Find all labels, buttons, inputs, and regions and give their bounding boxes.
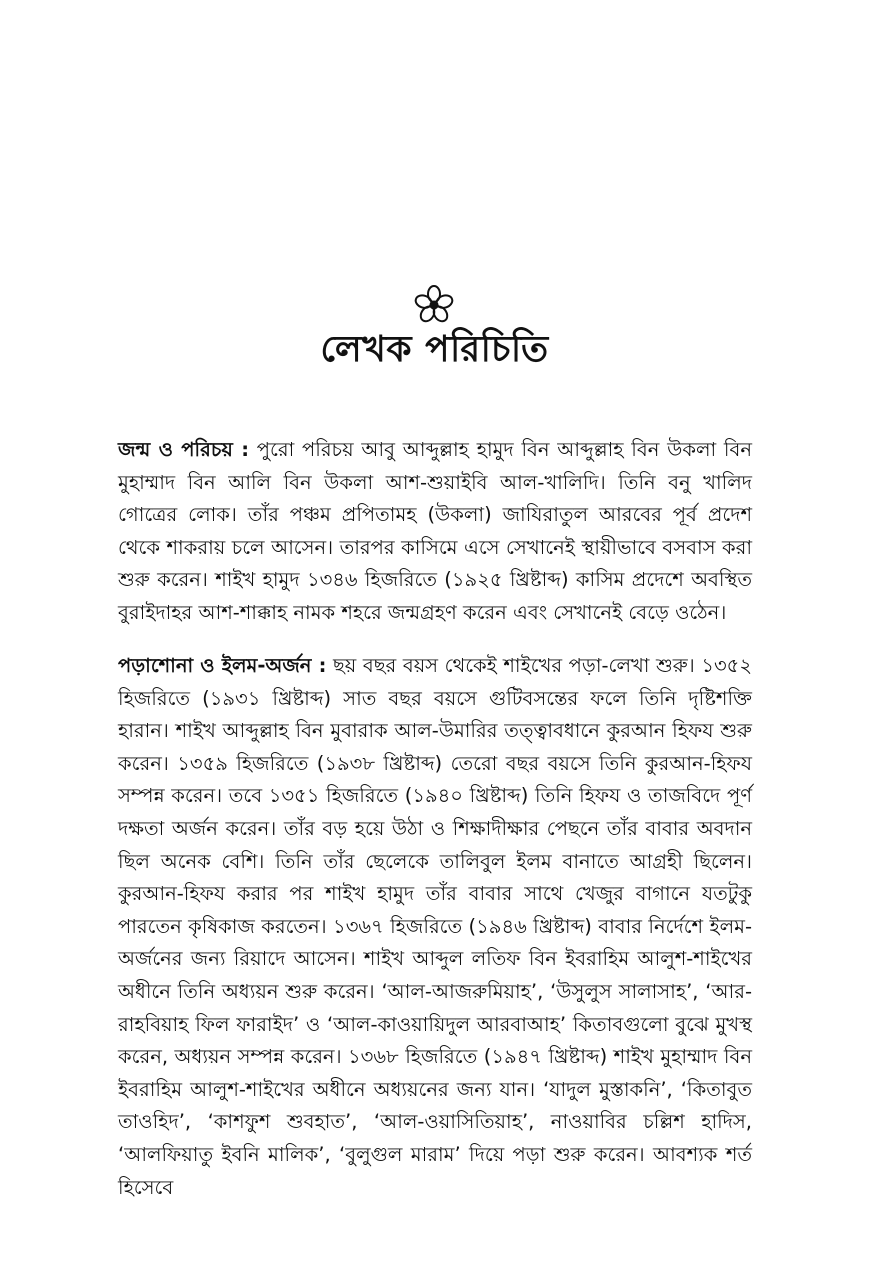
flower-ornament-icon	[412, 283, 456, 327]
section-education	[118, 650, 752, 1204]
section-heading: জন্ম ও পরিচয় :	[118, 438, 250, 461]
page-title: লেখক পরিচিতি	[320, 329, 549, 370]
section-heading: পড়াশোনা ও ইলম-অর্জন :	[118, 654, 327, 677]
section-birth-and-identity	[118, 434, 752, 630]
section-body: ছয় বছর বয়স থেকেই শাইখের পড়া-লেখা শুরু। ১৩৫২ হিজরিতে (১৯৩১ খ্রিষ্টাব্দ) সাত বছর বয়সে গুটিবসন্তের ফলে তিনি দৃষ্টিশক্তি হারান। শাইখ আব্দুল্লাহ বিন মুবারাক আল-উমারির তত্ত্বাবধানে কুরআন হিফয শুরু করেন। ১৩৫৯ হিজরিতে (১৯৩৮ খ্রিষ্টাব্দ) তেরো বছর বয়সে তিনি কুরআন-হিফয সম্পন্ন করেন। তবে ১৩৫১ হিজরিতে (১৯৪০ খ্রিষ্টাব্দ) তিনি হিফয ও তাজবিদে পূর্ণ দক্ষতা অর্জন করেন। তাঁর বড় হয়ে উঠা ও শিক্ষাদীক্ষার পেছনে তাঁর বাবার অবদান ছিল অনেক বেশি। তিনি তাঁর ছেলেকে তালিবুল ইলম বানাতে আগ্রহী ছিলেন। কুরআন-হিফয করার পর শাইখ হামুদ তাঁর বাবার সাথে খেজুর বাগানে যতটুকু পারতেন কৃষিকাজ করতেন। ১৩৬৭ হিজরিতে (১৯৪৬ খ্রিষ্টাব্দ) বাবার নির্দেশে ইলম-অর্জনের জন্য রিয়াদে আসেন। শাইখ আব্দুল লতিফ বিন ইবরাহিম আলুশ-শাইখের অধীনে তিনি অধ্যয়ন শুরু করেন। ‘আল-আজরুমিয়াহ’, ‘উসুলুস সালাসাহ’, ‘আর-রাহবিয়াহ ফিল ফারাইদ’ ও ‘আল-কাওয়ায়িদুল আরবাআহ’ কিতাবগুলো বুঝে মুখস্থ করেন, অধ্যয়ন সম্পন্ন করেন। ১৩৬৮ হিজরিতে (১৯৪৭ খ্রিষ্টাব্দ) শাইখ মুহাম্মাদ বিন ইবরাহিম আলুশ-শাইখের অধীনে অধ্যয়নের জন্য যান। ‘যাদুল মুস্তাকনি’, ‘কিতাবুত তাওহিদ’, ‘কাশফুশ শুবহাত’, ‘আল-ওয়াসিতিয়াহ’, নাওয়াবির চল্লিশ হাদিস, ‘আলফিয়াতু ইবনি মালিক’, ‘বুলুগুল মারাম’ দিয়ে পড়া শুরু করেন। আবশ্যক শর্ত হিসেবে	[118, 654, 752, 1199]
section-body: পুরো পরিচয় আবু আব্দুল্লাহ হামুদ বিন আব্দুল্লাহ বিন উকলা বিন মুহাম্মাদ বিন আলি বিন উকলা আশ-শুয়াইবি আল-খালিদি। তিনি বনু খালিদ গোত্রের লোক। তাঁর পঞ্চম প্রপিতামহ (উকলা) জাযিরাতুল আরবের পূর্ব প্রদেশ থেকে শাকরায় চলে আসেন। তারপর কাসিমে এসে সেখানেই স্থায়ীভাবে বসবাস করা শুরু করেন। শাইখ হামুদ ১৩৪৬ হিজরিতে (১৯২৫ খ্রিষ্টাব্দ) কাসিম প্রদেশে অবস্থিত বুরাইদাহর আশ-শাক্কাহ নামক শহরে জন্মগ্রহণ করেন এবং সেখানেই বেড়ে ওঠেন।	[118, 438, 752, 624]
